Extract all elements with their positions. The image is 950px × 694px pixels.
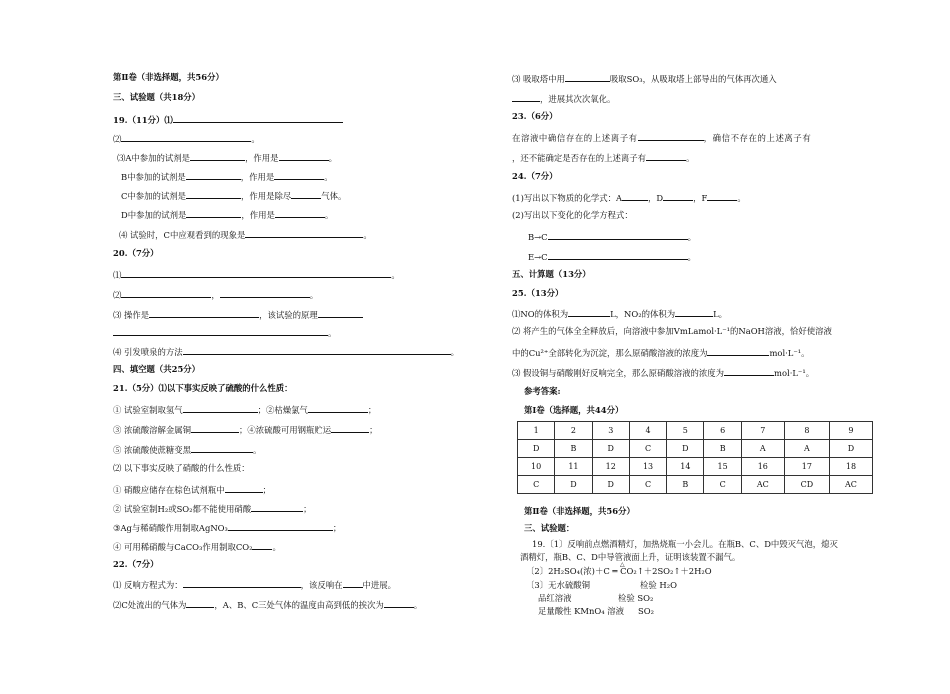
answer-table-cell: 2	[555, 422, 592, 440]
answer-19-4: 品红溶液	[538, 593, 572, 603]
q25-head: 25.（13分）	[512, 288, 564, 298]
answer-table-cell: B	[667, 476, 704, 494]
answer-table-cell: 16	[741, 458, 784, 476]
answer-table-cell: 14	[667, 458, 704, 476]
answer-19-5: 足量酸性 KMnO₄ 溶液	[538, 606, 625, 616]
q21-head: 21.（5分）⑴以下事实反映了硫酸的什么性质：	[113, 383, 293, 393]
q19-3a: ⑶A中参加的试剂是 ，作用是 。	[117, 153, 337, 163]
q23-head: 23.（6分）	[512, 111, 558, 121]
answer-table-cell: D	[592, 440, 629, 458]
q22-3: ⑶ 吸取塔中用 吸取SO₃，从吸取塔上部导出的气体再次通入	[512, 74, 777, 84]
q21-2: ⑵ 以下事实反映了硝酸的什么性质：	[113, 463, 250, 473]
section4-title: 四、填空题（共25分）	[113, 364, 201, 374]
q21-g: ② 试验室制H₂或SO₂都不能使用硝酸 ；	[113, 504, 312, 514]
answer-table-cell: D	[518, 440, 555, 458]
answer-table-cell: D	[592, 476, 629, 494]
q21-h: ③Ag与稀硝酸作用制取AgNO₃ ；	[113, 523, 342, 533]
answer-19-4-right: 检验 SO₂	[618, 593, 654, 603]
answer-table-cell: 4	[629, 422, 666, 440]
q25-2a: ⑵ 将产生的气体全全释放后，向溶液中参加VmLamol·L⁻¹的NaOH溶液，恰好使溶液	[512, 326, 832, 336]
answer-table-cell: 7	[741, 422, 784, 440]
answer-table-cell: A	[784, 440, 829, 458]
answer-19-5-right: SO₂	[638, 606, 654, 616]
answers-section3-title: 三、试验题：	[524, 523, 575, 533]
answer-table-cell: B	[704, 440, 741, 458]
q21-f: ① 硝酸应储存在棕色试剂瓶中 ；	[113, 485, 271, 495]
answer-table-cell: 6	[704, 422, 741, 440]
reference-answers-title: 参考答案:	[524, 386, 561, 396]
q19-3b: B中参加的试剂是 ，作用是 。	[121, 172, 333, 182]
q20-3: ⑶ 操作是 ，该试验的原理	[113, 308, 363, 321]
q19-3c: C中参加的试剂是 ，作用是除尽 气体。	[121, 191, 347, 201]
q20-head: 20.（7分）	[113, 248, 159, 258]
q22-2: ⑵C处流出的气体为 ，A、B、C三处气体的温度由高到低的挨次为 。	[113, 600, 423, 610]
q22-head: 22.（7分）	[113, 559, 159, 569]
q25-3: ⑶ 假设铜与硝酸刚好反响完全，那么原硝酸溶液的浓度为 mol·L⁻¹。	[512, 368, 815, 378]
q24-2: (2)写出以下变化的化学方程式：	[512, 210, 633, 220]
answer-table-row	[518, 476, 873, 494]
q24-bc: B→C 。	[528, 232, 696, 242]
q21-e: ⑤ 浓硫酸使蔗糖变黑 。	[113, 445, 262, 455]
answer-table-cell: B	[555, 440, 592, 458]
q23-a: 在溶液中确信存在的上述离子有 ，确信不存在的上述离子有	[512, 133, 812, 143]
answer-table-row	[518, 440, 873, 458]
answer-table-cell: D	[555, 476, 592, 494]
answer-19-2: 〔2〕2H₂SO₄(浓)＋C ═ CO₂↑＋2SO₂↑＋2H₂O	[526, 566, 712, 576]
q24-head: 24.（7分）	[512, 171, 558, 181]
answer-table-cell: 17	[784, 458, 829, 476]
answer-table-cell: 10	[518, 458, 555, 476]
answer-19-1b: 酒精灯，瓶B、C、D中导管液面上升，证明该装置不漏气。	[520, 552, 741, 562]
answer-table	[517, 421, 873, 494]
answer-table-row	[518, 422, 873, 440]
q24-1: (1)写出以下物质的化学式：A ，D ，F 。	[512, 193, 746, 203]
q20-4: ⑷ 引发喷泉的方法 。	[113, 347, 460, 357]
q21-c: ③ 浓硫酸溶解金属铜 ；④浓硫酸可用钢瓶贮运 ；	[113, 425, 378, 435]
q19-3d: D中参加的试剂是 ，作用是 。	[121, 210, 334, 220]
part1-title: 第Ⅰ卷（选择题，共44分）	[524, 405, 624, 415]
q19-line2: ⑵ 。	[113, 134, 260, 144]
answer-table-cell: 5	[667, 422, 704, 440]
q20-2: ⑵ ， 。	[113, 290, 319, 300]
q21-a: ① 试验室制取氢气 ；②枯燥氯气 ；	[113, 405, 377, 415]
answer-table-cell: 12	[592, 458, 629, 476]
answer-table-cell: 18	[829, 458, 872, 476]
section5-title: 五、计算题（13分）	[512, 269, 591, 279]
answer-table-cell: 8	[784, 422, 829, 440]
q19-line1: 19.（11分）⑴	[113, 113, 343, 126]
answer-table-cell: 1	[518, 422, 555, 440]
q20-3-cont: 。	[113, 326, 336, 339]
answer-table-cell: 13	[629, 458, 666, 476]
answer-table-row	[518, 458, 873, 476]
answer-table-cell: AC	[741, 476, 784, 494]
answers-part2-title: 第Ⅱ卷（非选择题，共56分）	[524, 506, 635, 516]
answer-table-cell: C	[518, 476, 555, 494]
answer-table-cell: C	[704, 476, 741, 494]
answer-table-cell: 15	[704, 458, 741, 476]
answer-table-cell: C	[629, 440, 666, 458]
q19-4: ⑷ 试验时，C中应观看到的现象是 。	[119, 230, 372, 240]
part2-title: 第Ⅱ卷（非选择题，共56分）	[113, 72, 224, 82]
answer-table-cell: 3	[592, 422, 629, 440]
answer-table-cell: D	[667, 440, 704, 458]
answer-table-cell: AC	[829, 476, 872, 494]
answer-table-cell: 11	[555, 458, 592, 476]
q25-1: ⑴NO的体积为 L，NO₂的体积为 L。	[512, 309, 728, 319]
answer-19-1a: 19.〔1〕反响前点燃酒精灯，加热烧瓶一小会儿。在瓶B、C、D中毁灭气泡，熄灭	[532, 539, 838, 549]
q24-ec: E→C 。	[528, 252, 696, 262]
answer-table-cell: D	[829, 440, 872, 458]
q25-2b: 中的Cu²⁺全部转化为沉淀，那么原硝酸溶液的浓度为 mol·L⁻¹。	[512, 348, 810, 358]
q23-c: ，还不能确定是否存在的上述离子有 。	[512, 153, 695, 163]
section3-title: 三、试验题（共18分）	[113, 92, 201, 102]
answer-table-cell: CD	[784, 476, 829, 494]
q22-1: ⑴ 反响方程式为： ，该反响在 中进展。	[113, 580, 397, 590]
q20-1: ⑴ 。	[113, 270, 400, 280]
q21-i: ④ 可用稀硝酸与CaCO₃作用制取CO₂ 。	[113, 542, 281, 552]
q22-3-cont: ，进展其次次氧化。	[512, 92, 615, 105]
answer-table-cell: C	[629, 476, 666, 494]
answer-table-cell: 9	[829, 422, 872, 440]
answer-table-cell: A	[741, 440, 784, 458]
heat-delta-symbol: △	[620, 561, 625, 568]
answer-19-3: 〔3〕无水硫酸铜	[526, 580, 590, 590]
answer-19-3-right: 检验 H₂O	[640, 580, 677, 590]
